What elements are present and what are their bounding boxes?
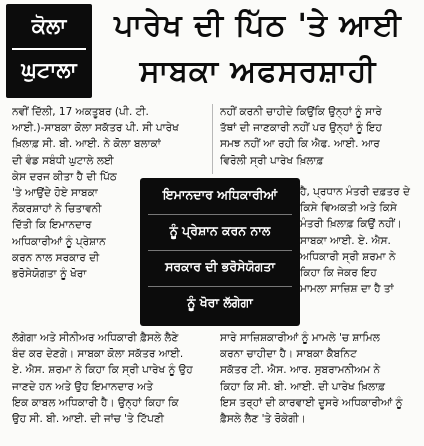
body-column-right-middle (300, 184, 416, 297)
body-line: ਅਧਿਕਾਰੀ ਸ੍ਰੀ ਸ਼ਰਮਾ ਨੇ (300, 250, 396, 263)
body-line: ਵਿਰੋਲੀ ਸ੍ਰੀ ਪਾਰੇਖ ਖ਼ਿਲਾਫ਼ (220, 154, 324, 167)
body-column-bottom-right (220, 330, 416, 427)
kicker-box (6, 4, 92, 98)
body-column-bottom-left (12, 330, 208, 427)
body-line: ਅਧਿਕਾਰੀਆਂ ਨੂੰ ਪ੍ਰੇਸ਼ਾਨ (12, 235, 106, 248)
body-line: ਸਾਬਕਾ ਆਈ. ਏ. ਐਸ. (300, 234, 391, 247)
body-line: ਕਰਨਾ ਚਾਹੀਦਾ ਹੈ। ਸਾਬਕਾ ਕੈਬਨਿਟ (220, 348, 357, 361)
body-line: ਇਸ ਤਰ੍ਹਾਂ ਦੀ ਕਾਰਵਾਈ ਦੂਸਰੇ ਅਧਿਕਾਰੀਆਂ ਨੂੰ (220, 396, 403, 409)
body-line: ਕਿਹਾ ਕਿ ਸੀ. ਬੀ. ਆਈ. ਦੀ ਪਾਰੇਖ ਖ਼ਿਲਾਫ਼ (220, 380, 386, 393)
body-line: ਉਹ ਸੀ. ਬੀ. ਆਈ. ਦੀ ਜਾਂਚ 'ਤੇ ਟਿੱਪਣੀ (12, 413, 164, 426)
body-line: ਲੱਗੇਗਾ ਅਤੇ ਸੀਨੀਅਰ ਅਧਿਕਾਰੀ ਫ਼ੈਸਲੇ ਲੈਣੇ (12, 332, 179, 344)
headline-line-1: ਪਾਰੇਖ ਦੀ ਪਿੱਠ 'ਤੇ ਆਈ (114, 8, 402, 43)
body-line: ਬੰਦ ਕਰ ਦੇਣਗੇ। ਸਾਬਕਾ ਕੋਲਾ ਸਕੱਤਰ ਆਈ. (12, 348, 184, 361)
pull-quote-line-4: ਨੂੰ ਖੋਰਾ ਲੱਗੇਗਾ (187, 295, 253, 310)
body-line: 'ਤੇ ਆਉਂਦੇ ਹੋਏ ਸਾਬਕਾ (12, 187, 98, 200)
body-line: ਨਹੀਂ ਕਰਨੀ ਚਾਹੀਦੇ ਕਿਉਂਕਿ ਉਨ੍ਹਾਂ ਨੂੰ ਸਾਰੇ (220, 106, 382, 118)
body-line: ਨਵੀਂ ਦਿੱਲੀ, 17 ਅਕਤੂਬਰ (ਪੀ. ਟੀ. (12, 106, 149, 118)
body-line: ਮੰਤਰੀ ਖ਼ਿਲਾਫ਼ ਕਿਉਂ ਨਹੀਂ। (300, 218, 402, 231)
body-line: ਕਿਸੇ ਵਿਅਕਤੀ ਅਤੇ ਕਿਸੇ (300, 202, 397, 215)
body-line: ਨੌਕਰਸ਼ਾਹਾਂ ਨੇ ਚਿਤਾਵਨੀ (12, 203, 102, 216)
body-line: ਹੈ, ਪ੍ਰਧਾਨ ਮੰਤਰੀ ਦਫ਼ਤਰ ਦੇ (300, 186, 410, 198)
pull-quote-divider (148, 286, 292, 287)
body-line: ਇਕ ਕਾਬਲ ਅਧਿਕਾਰੀ ਹੈ। ਉਨ੍ਹਾਂ ਕਿਹਾ ਕਿ (12, 396, 179, 409)
body-line: ਆਈ.)-ਸਾਬਕਾ ਕੋਲਾ ਸਕੱਤਰ ਪੀ. ਸੀ ਪਾਰੇਖ (12, 122, 179, 135)
headline-line-2: ਸਾਬਕਾ ਅਫਸਰਸ਼ਾਹੀ (139, 54, 377, 89)
body-line: ਕੇਸ ਦਰਜ ਕੀਤਾ ਹੈ ਦੀ ਪਿੱਠ (12, 170, 117, 183)
body-line: ਜਾਣਦੇ ਹਨ ਅਤੇ ਉਹ ਇਮਾਨਦਾਰ ਅਤੇ (12, 380, 153, 393)
body-line: ਦਿੱਤੀ ਕਿ ਇਮਾਨਦਾਰ (12, 219, 92, 232)
column-divider (212, 104, 213, 174)
body-line: ਤੱਥਾਂ ਦੀ ਜਾਣਕਾਰੀ ਨਹੀਂ ਪਰ ਉਨ੍ਹਾਂ ਨੂੰ ਇਹ (220, 122, 382, 135)
pull-quote-line-2: ਨੂੰ ਪ੍ਰੇਸ਼ਾਨ ਕਰਨ ਨਾਲ (169, 223, 271, 238)
body-line: ਕਰਨ ਨਾਲ ਸਰਕਾਰ ਦੀ (12, 251, 100, 264)
headline (98, 0, 418, 100)
body-line: ਦੀ ਵੰਡ ਸਬੰਧੀ ਘੁਟਾਲੇ ਲਈ (12, 154, 114, 167)
body-line: ਸਮਝ ਨਹੀਂ ਆ ਰਹੀ ਕਿ ਐਫ. ਆਈ. ਆਰ (220, 138, 380, 151)
body-line: ਭਰੋਸੇਯੋਗਤਾ ਨੂੰ ਖੋਰਾ (12, 268, 87, 281)
pull-quote-divider (148, 250, 292, 251)
body-column-right-top (220, 104, 416, 169)
pull-quote (140, 178, 300, 326)
body-line: ਫ਼ੈਸਲੇ ਲੈਣ 'ਤੇ ਰੋਕੇਗੀ। (220, 413, 306, 426)
pull-quote-line-1: ਇਮਾਨਦਾਰ ਅਧਿਕਾਰੀਆਂ (162, 187, 278, 202)
body-line: ਏ. ਐਸ. ਸ਼ਰਮਾ ਨੇ ਕਿਹਾ ਕਿ ਸ੍ਰੀ ਪਾਰੇਖ ਨੂੰ ਉਹ (12, 364, 193, 377)
pull-quote-divider (148, 214, 292, 215)
kicker-line-2: ਘੁਟਾਲਾ (21, 58, 77, 82)
body-line: ਕਿਹਾ ਕਿ ਜੇਕਰ ਇਹ (300, 267, 377, 280)
pull-quote-line-3: ਸਰਕਾਰ ਦੀ ਭਰੋਸੇਯੋਗਤਾ (165, 259, 275, 274)
body-line: ਖ਼ਿਲਾਫ਼ ਸੀ. ਬੀ. ਆਈ. ਨੇ ਕੋਲਾ ਬਲਾਕਾਂ (12, 138, 161, 151)
body-line: ਸਾਰੇ ਸਾਜ਼ਿਸ਼ਕਾਰੀਆਂ ਨੂੰ ਮਾਮਲੇ 'ਚ ਸ਼ਾਮਿਲ (220, 332, 380, 344)
body-line: ਸਕੱਤਰ ਟੀ. ਐਸ. ਆਰ. ਸੁਬਰਾਮਨੀਅਮ ਨੇ (220, 364, 381, 377)
body-line: ਮਾਮਲਾ ਸਾਜ਼ਿਸ਼ ਦਾ ਹੈ ਤਾਂ (300, 283, 394, 296)
kicker-line-1: ਕੋਲਾ (31, 14, 67, 38)
kicker-divider (12, 48, 86, 50)
